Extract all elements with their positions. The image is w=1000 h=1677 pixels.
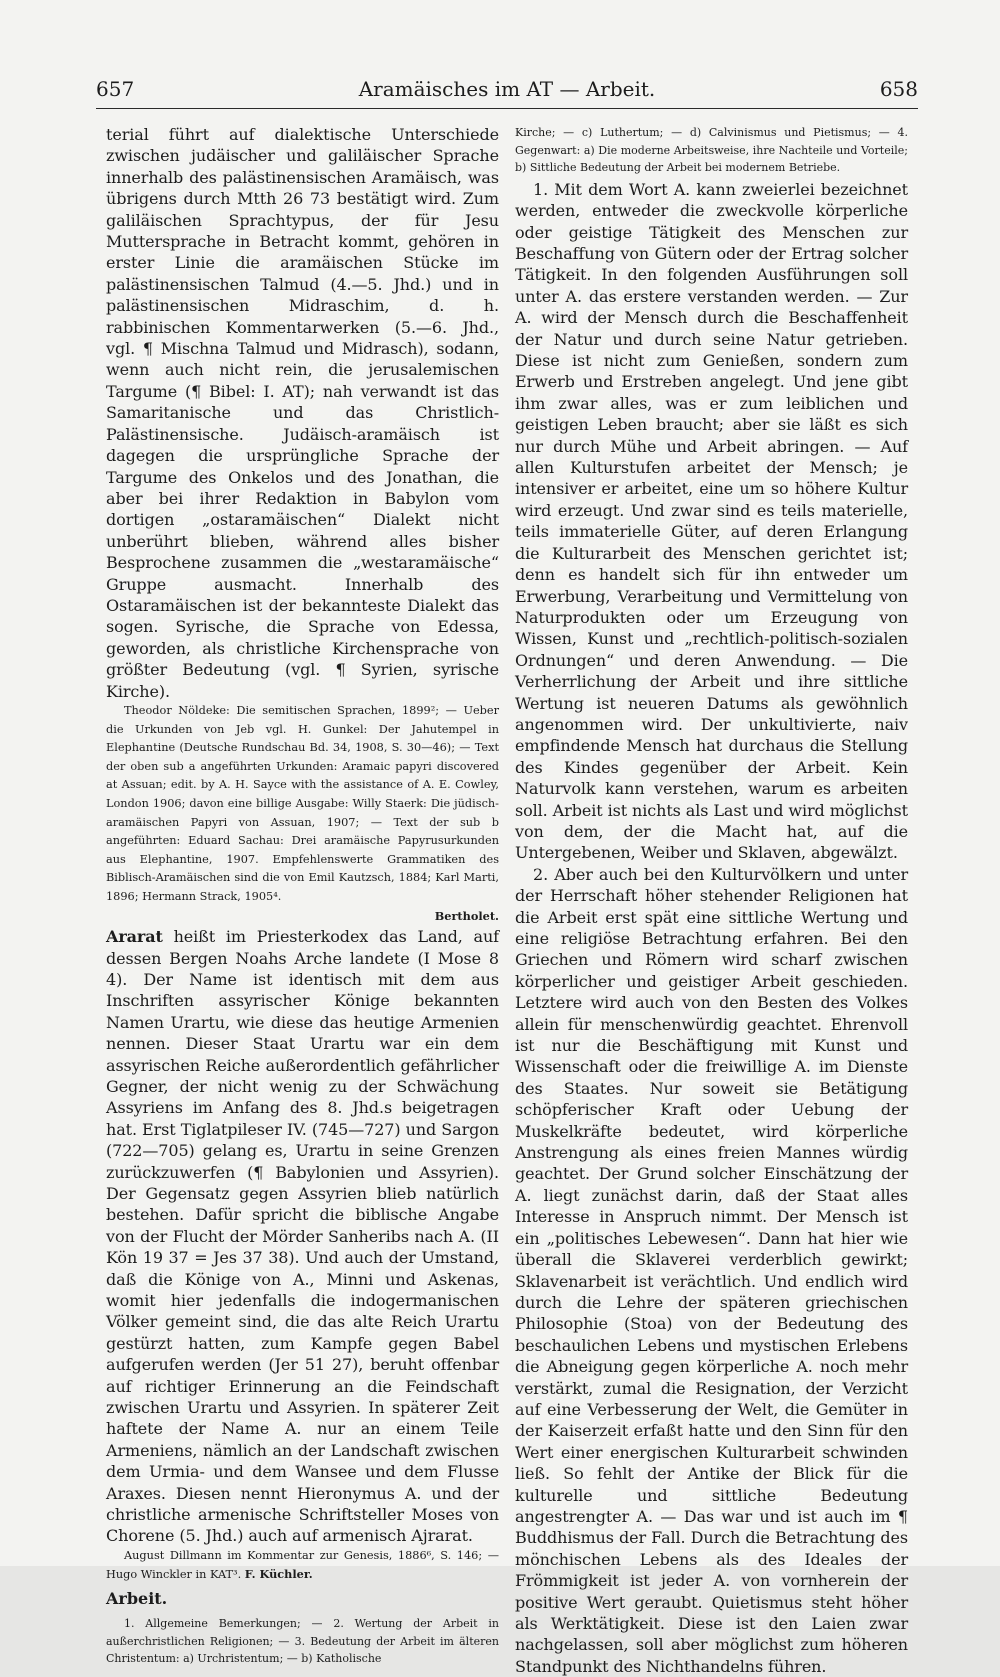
left-column [106, 124, 499, 1668]
author-kuechler: F. Küchler. [244, 1567, 313, 1582]
arbeit-contents-start: 1. Allgemeine Bemerkungen; — 2. Wertung der Arbeit in außerchristlichen Religionen; — 3. Bedeutung der Arbeit im älteren Christentum: a) Urchristentum; — b) Katholische [106, 1617, 499, 1666]
author-bertholet: Bertholet. [434, 908, 499, 923]
arbeit-section-1: 1. Mit dem Wort A. kann zweierlei bezeichnet werden, entweder die zweckvolle körperliche oder geistige Tätigkeit des Menschen zur Beschaffung von Gütern oder der Ertrag solcher Tätigkeit. In den folgenden Ausführungen soll unter A. das erstere verstanden werden. — Zur A. wird der Mensch durch die Beschaffenheit der Natur und durch seine Natur getrieben. Diese ist nicht zum Genießen, sondern zum Erwerb und Erstreben angelegt. Und jene gibt ihm zwar alles, was er zum leiblichen und geistigen Leben braucht; aber sie läßt es sich nur durch Mühe und Arbeit abringen. — Auf allen Kulturstufen arbeitet der Mensch; je intensiver er arbeitet, eine um so höhere Kultur wird erzeugt. Und zwar sind es teils materielle, teils immaterielle Güter, auf deren Erlangung die Kulturarbeit des Menschen gerichtet ist; denn es handelt sich für ihn entweder um Erwerbung, Verarbeitung und Vermittelung von Naturprodukten oder um Erzeugung von Wissen, Kunst und „rechtlich-politisch-sozialen Ordnungen“ und deren Anwendung. — Die Verherrlichung der Arbeit und ihre sittliche Wertung ist neueren Datums als gewöhnlich angenommen wird. Der unkultivierte, naiv empfindende Mensch hat durchaus die Stellung des Kindes gegenüber der Arbeit. Kein Naturvolk kann verstehen, warum es arbeiten soll. Arbeit ist nichts als Last und wird möglichst von dem, der die Macht hat, auf die Untergebenen, Weiber und Sklaven, abgewälzt. [515, 179, 908, 863]
ararat-entry [106, 926, 499, 1547]
page-number-right: 658 [879, 77, 918, 101]
page-header [96, 76, 918, 109]
running-title: Aramäisches im AT — Arbeit. [358, 77, 656, 101]
ararat-text: heißt im Priesterkodex das Land, auf dessen Bergen Noahs Arche landete (I Mose 8 4). Der Name ist identisch mit dem aus Inschriften assyrischer Könige bekannten Namen Urartu, wie diese das heutige Armenien nennen. Dieser Staat Urartu war ein dem assyrischen Reiche außerordentlich gefährlicher Gegner, der nicht wenig zu der Schwächung Assyriens im Anfang des 8. Jhd.s beigetragen hat. Erst Tiglatpileser IV. (745—727) und Sargon (722—705) gelang es, Urartu in seine Grenzen zurückzuwerfen (¶ Babylonien und Assyrien). Der Gegensatz gegen Assyrien blieb natürlich bestehen. Dafür spricht die biblische Angabe von der Flucht der Mörder Sanheribs nach A. (II Kön 19 37 = Jes 37 38). Und auch der Umstand, daß die Könige von A., Minni und Askenas, womit hier jedenfalls die indogermanischen Völker gemeint sind, die das alte Reich Urartu gestürzt hatten, zum Kampfe gegen Babel aufgerufen werden (Jer 51 27), beruht offenbar auf richtiger Erinnerung an die Feindschaft zwischen Urartu und Assyrien. In späterer Zeit haftete der Name A. nur an einem Teile Armeniens, nämlich an der Landschaft zwischen dem Urmia- und dem Wansee und dem Flusse Araxes. Diesen nennt Hieronymus A. und der christliche armenische Schriftsteller Moses von Chorene (5. Jhd.) auch auf armenisch Ajrarat. [106, 927, 499, 1546]
arbeit-section-2: 2. Aber auch bei den Kulturvölkern und unter der Herrschaft höher stehender Religionen hat die Arbeit erst spät eine sittliche Wertung und eine religiöse Betrachtung erfahren. Bei den Griechen und Römern wird scharf zwischen körperlicher und geistiger Arbeit geschieden. Letztere wird auch von den Besten des Volkes allein für menschenwürdig geachtet. Ehrenvoll ist nur die Beschäftigung mit Kunst und Wissenschaft oder die freiwillige A. im Dienste des Staates. Nur soweit sie Betätigung schöpferischer Kraft oder Uebung der Muskelkräfte bedeutet, wird körperliche Anstrengung als eines freien Mannes würdig geachtet. Der Grund solcher Einschätzung der A. liegt zunächst darin, daß der Staat alles Interesse in Anspruch nimmt. Der Mensch ist ein „politisches Lebewesen“. Dann hat hier wie überall die Sklaverei verderblich gewirkt; Sklavenarbeit ist verächtlich. Und endlich wird durch die Lehre der späteren griechischen Philosophie (Stoa) von der Bedeutung des beschaulichen Lebens und mystischen Erlebens die Abneigung gegen körperliche A. noch mehr verstärkt, zumal die Resignation, der Verzicht auf eine Verbesserung der Welt, die Gemüter in der Kaiserzeit erfaßt hatte und den Sinn für den Wert einer energischen Kulturarbeit schwinden ließ. So fehlt der Antike der Blick für die kulturelle und sittliche Bedeutung angestrengter A. — Das war und ist auch im ¶ Buddhismus der Fall. Durch die Betrachtung des mönchischen Lebens als des Ideales der Frömmigkeit ist jeder A. von vornherein der positive Wert geraubt. Quietismus steht höher als Werktätigkeit. Diese ist den Laien zwar nachgelassen, soll aber möglichst zum höheren Standpunkt des Nichthandelns führen. [515, 864, 908, 1676]
lemma-ararat: Ararat [106, 927, 163, 947]
right-column [515, 124, 908, 1677]
page-number-left: 657 [96, 77, 135, 101]
author-signature [106, 907, 499, 927]
lemma-arbeit: Arbeit. [106, 1589, 168, 1609]
aramaic-paragraph: terial führt auf dialektische Unterschiede zwischen judäischer und galiläischer Sprache innerhalb des palästinensischen Aramäisch, was übrigens durch Mtth 26 73 bestätigt wird. Zum galiläischen Sprachtypus, der für Jesu Muttersprache in Betracht kommt, gehören in erster Linie die aramäischen Stücke im palästinensischen Talmud (4.—5. Jhd.) und in palästinensischen Midraschim, d. h. rabbinischen Kommentarwerken (5.—6. Jhd., vgl. ¶ Mischna Talmud und Midrasch), sodann, wenn auch nicht rein, die jerusalemischen Targume (¶ Bibel: I. AT); nah verwandt ist das Samaritanische und das Christlich-Palästinensische. Judäisch-aramäisch ist dagegen die ursprüngliche Sprache der Targume des Onkelos und des Jonathan, die aber bei ihrer Redaktion in Babylon vom dortigen „ostaramäischen“ Dialekt nicht unberührt blieben, während alles bisher Besprochene zusammen die „westaramäische“ Gruppe ausmacht. Innerhalb des Ostaramäischen ist der bekannteste Dialekt das sogen. Syrische, die Sprache von Edessa, geworden, als christliche Kirchensprache von größter Bedeutung (vgl. ¶ Syrien, syrische Kirche). [106, 125, 499, 701]
arbeit-contents-end: Kirche; — c) Luthertum; — d) Calvinismus und Pietismus; — 4. Gegenwart: a) Die moderne Arbeitsweise, ihre Nachteile und Vorteile; b) Sittliche Bedeutung der Arbeit bei modernem Betriebe. [515, 126, 908, 175]
literature-aramaic: Theodor Nöldeke: Die semitischen Sprachen, 1899²; — Ueber die Urkunden von Jeb vgl. H. Gunkel: Der Jahutempel in Elephantine (Deutsche Rundschau Bd. 34, 1908, S. 30—46); — Text der oben sub a angeführten Urkunden: Aramaic papyri discovered at Assuan; edit. by A. H. Sayce with the assistance of A. E. Cowley, London 1906; davon eine billige Ausgabe: Willy Staerk: Die jüdisch-aramäischen Papyri von Assuan, 1907; — Text der sub b angeführten: Eduard Sachau: Drei aramäische Papyrusurkunden aus Elephantine, 1907. Empfehlenswerte Grammatiken des Biblisch-Aramäischen sind die von Emil Kautzsch, 1884; Karl Marti, 1896; Hermann Strack, 1905⁴. [106, 703, 499, 903]
literature-ararat-text: August Dillmann im Kommentar zur Genesis, 1886⁶, S. 146; — Hugo Winckler in KAT³. [106, 1548, 499, 1582]
